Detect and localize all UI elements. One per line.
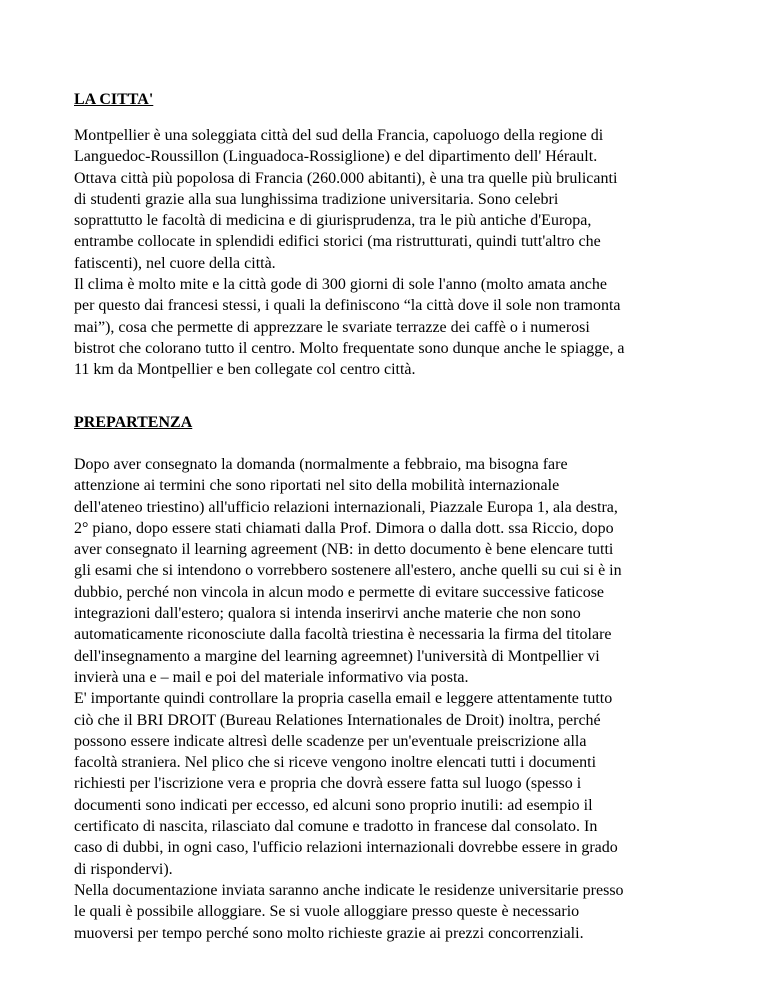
text-line: gli esami che si intendono o vorrebbero sostenere all'estero, anche quelli su cui si è in: [74, 562, 622, 580]
text-line: soprattutto le facoltà di medicina e di giurisprudenza, tra le più antiche d'Europa,: [74, 212, 592, 230]
section-body-la-citta: [74, 125, 625, 381]
text-line: per questo dai francesi stessi, i quali la definiscono “la città dove il sole non tramonta: [74, 297, 621, 315]
text-line: Nella documentazione inviata saranno anche indicate le residenze universitarie presso: [74, 881, 624, 899]
text-line: attenzione ai termini che sono riportati nel sito della mobilità internazionale: [74, 477, 560, 495]
text-line: Dopo aver consegnato la domanda (normalmente a febbraio, ma bisogna fare: [74, 456, 568, 473]
text-line: dubbio, perché non vincola in alcun modo e permette di evitare successive faticose: [74, 583, 605, 601]
section-body-prepartenza: [74, 454, 624, 944]
text-line: fatiscenti), nel cuore della città.: [74, 254, 276, 272]
text-line: ciò che il BRI DROIT (Bureau Relationes Internationales de Droit) inoltra, perché: [74, 711, 601, 729]
text-line: documenti sono indicati per eccesso, ed alcuni sono proprio inutili: ad esempio il: [74, 796, 593, 814]
text-line: automaticamente riconosciute dalla facoltà triestina è necessaria la firma del titolare: [74, 626, 612, 644]
section-heading-prepartenza: PREPARTENZA: [74, 414, 193, 431]
text-line: 11 km da Montpellier e ben collegate col centro città.: [74, 361, 416, 379]
text-line: Montpellier è una soleggiata città del sud della Francia, capoluogo della regione di: [74, 127, 604, 144]
text-line: di rispondervi).: [74, 860, 173, 878]
text-line: E' importante quindi controllare la propria casella email e leggere attentamente tutto: [74, 690, 613, 708]
text-line: di studenti grazie alla sua lunghissima tradizione universitaria. Sono celebri: [74, 190, 559, 208]
text-line: caso di dubbi, in ogni caso, l'ufficio relazioni internazionali dovrebbe essere in grado: [74, 839, 618, 857]
text-line: Ottava città più popolosa di Francia (260.000 abitanti), è una tra quelle più brulicanti: [74, 169, 618, 187]
text-line: aver consegnato il learning agreement (NB: in detto documento è bene elencare tutti: [74, 541, 614, 559]
text-line: facoltà straniera. Nel plico che si riceve vengono inoltre elencati tutti i documenti: [74, 754, 597, 772]
text-line: mai”), cosa che permette di apprezzare le svariate terrazze dei caffè o i numerosi: [74, 318, 590, 336]
text-line: Languedoc-Roussillon (Linguadoca-Rossiglione) e del dipartimento dell' Hérault.: [74, 148, 598, 166]
text-line: dell'ateneo triestino) all'ufficio relazioni internazionali, Piazzale Europa 1, ala destra,: [74, 498, 618, 516]
text-line: bistrot che colorano tutto il centro. Molto frequentate sono dunque anche le spiagge, a: [74, 339, 625, 357]
text-line: Il clima è molto mite e la città gode di 300 giorni di sole l'anno (molto amata anche: [74, 276, 607, 294]
text-line: entrambe collocate in splendidi edifici storici (ma ristrutturati, quindi tutt'altro che: [74, 233, 601, 251]
text-line: invierà una e – mail e poi del materiale informativo via posta.: [74, 668, 469, 686]
text-line: dell'insegnamento a margine del learning agreemnet) l'università di Montpellier vi: [74, 647, 600, 665]
text-line: le quali è possibile alloggiare. Se si vuole alloggiare presso queste è necessario: [74, 903, 580, 921]
text-line: possono essere indicate altresì delle scadenze per un'eventuale preiscrizione alla: [74, 732, 587, 750]
text-line: 2° piano, dopo essere stati chiamati dalla Prof. Dimora o dalla dott. ssa Riccio, dopo: [74, 519, 614, 537]
text-line: richiesti per l'iscrizione vera e propria che dovrà essere fatta sul luogo (spesso i: [74, 775, 582, 793]
text-line: muoversi per tempo perché sono molto richieste grazie ai prezzi concorrenziali.: [74, 924, 584, 942]
text-line: certificato di nascita, rilasciato dal comune e tradotto in francese dal consolato. In: [74, 818, 598, 836]
text-line: integrazioni dall'estero; qualora si intenda inserirvi anche materie che non sono: [74, 605, 581, 623]
section-heading-la-citta: LA CITTA': [74, 91, 154, 108]
